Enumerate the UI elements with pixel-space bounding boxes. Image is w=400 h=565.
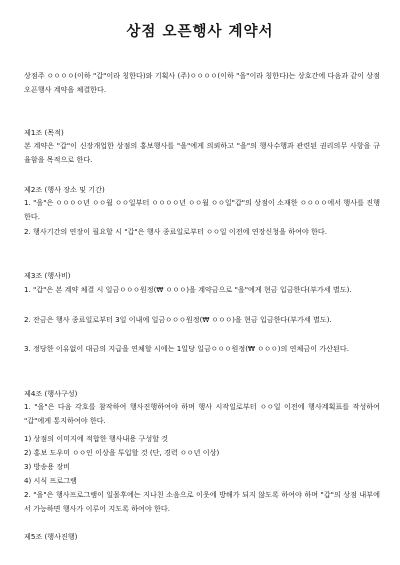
section-4-paragraph-1: 1. "을"은 다음 각호를 참작하여 행사진행하여야 하며 행사 시작일로부터 ㅇㅇ일 이전에 행사계획표를 작성하여 "갑"에게 통지하여야 한다. <box>24 402 380 425</box>
section-3-paragraph-1: 1. "갑"은 본 계약 체결 시 일금ㅇㅇㅇ원정(₩ ㅇㅇㅇ)을 계약금으로 "을"에게 현금 입금한다(부가세 별도). <box>24 285 352 294</box>
section-4-item-1: 1) 상점의 이미지에 적합한 행사내용 구성할 것 <box>24 434 169 443</box>
section-2-paragraph-2: 2. 행사기간의 연장이 필요할 시 "갑"은 행사 종료일로부터 ㅇㅇ일 이전에 연장신청을 하여야 한다. <box>24 227 328 236</box>
section-1-paragraph: 본 계약은 "갑"이 신장개업한 상점의 홍보행사를 "을"에게 의뢰하고 "을"의 행사수행과 관련된 권리의무 사항을 규율함을 목적으로 한다. <box>24 141 380 164</box>
section-1-heading: 제1조 (목적) <box>24 128 64 137</box>
section-4-heading: 제4조 (행사구성) <box>24 389 78 398</box>
section-3-paragraph-2: 2. 잔금은 행사 종료일로부터 3일 이내에 일금ㅇㅇㅇ원정(₩ ㅇㅇㅇ)을 현금 입금한다(부가세 별도). <box>24 315 332 324</box>
intro-paragraph: 상점주 ㅇㅇㅇㅇ(이하 "갑"이라 칭한다)와 기획사 (주)ㅇㅇㅇㅇ(이하 "을"이라 칭한다)는 상호간에 다음과 같이 상점 오픈행사 계약을 체결한다. <box>24 71 380 94</box>
section-4-item-4: 4) 시식 프로그램 <box>24 476 77 485</box>
section-3-paragraph-3: 3. 정당한 이유없이 대금의 지급을 연체할 시에는 1일당 일금ㅇㅇㅇ원정(₩ ㅇㅇㅇ)의 연체금이 가산된다. <box>24 344 349 353</box>
section-2-heading: 제2조 (행사 장소 및 기간) <box>24 185 105 194</box>
section-4-item-3: 3) 방송용 장비 <box>24 462 71 471</box>
section-5-heading: 제5조 (행사진행) <box>24 532 78 541</box>
section-2-paragraph-1: 1. "을"은 ㅇㅇㅇㅇ년 ㅇㅇ월 ㅇㅇ일부터 ㅇㅇㅇㅇ년 ㅇㅇ월 ㅇㅇ일"갑"의 상점이 소재한 ㅇㅇㅇㅇ에서 행사를 진행한다. <box>24 198 380 221</box>
section-4-item-2: 2) 홍보 도우미 ㅇㅇ인 이상을 투입할 것 (단, 경력 ㅇㅇ년 이상) <box>24 448 220 457</box>
document-title: 상점 오픈행사 계약서 <box>126 24 274 40</box>
section-4-paragraph-2: 2. "을"은 행사프로그램이 일몰후에는 지나친 소음으로 이웃에 방해가 되지 않도록 하여야 하며 "갑"의 상점 내부에서 가능하면 행사가 이루어 지도록 하여야 한다. <box>24 490 380 513</box>
section-3-heading: 제3조 (행사비) <box>24 271 71 280</box>
